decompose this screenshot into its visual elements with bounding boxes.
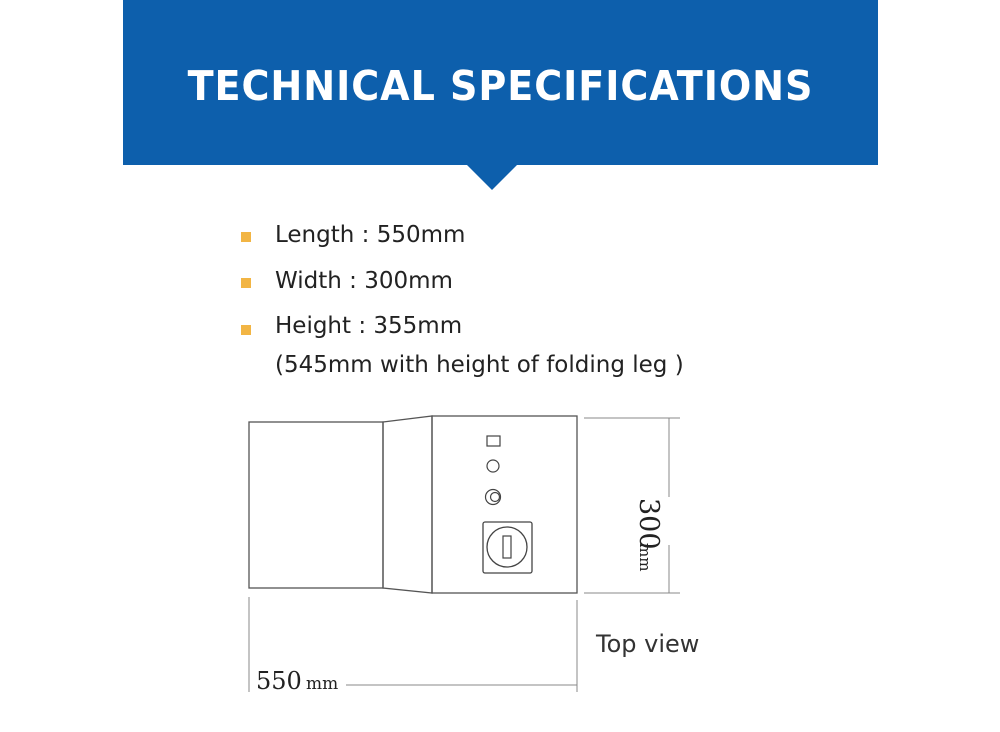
top-view-label: Top view <box>596 630 700 658</box>
key-switch-icon <box>483 522 532 573</box>
device-taper-section <box>383 416 432 593</box>
device-rear-section <box>249 422 383 588</box>
spec-width-text: Width : 300mm <box>275 268 453 294</box>
length-dimension-unit: mm <box>306 674 339 694</box>
spec-height-text: Height : 355mm <box>275 313 463 339</box>
button-icon <box>486 490 501 505</box>
width-dimension-value: 300 <box>633 498 664 550</box>
page-title: TECHNICAL SPECIFICATIONS <box>187 62 814 110</box>
width-dimension-label <box>633 498 664 571</box>
spec-length-text: Length : 550mm <box>275 222 466 248</box>
power-indicator-icon <box>487 436 500 446</box>
indicator-light-icon <box>487 460 499 472</box>
length-dimension-label <box>256 667 338 695</box>
length-dimension-value: 550 <box>256 667 302 695</box>
spec-height-note: (545mm with height of folding leg ) <box>275 352 684 378</box>
device-outline <box>249 416 577 593</box>
width-dimension-unit: mm <box>636 543 654 572</box>
